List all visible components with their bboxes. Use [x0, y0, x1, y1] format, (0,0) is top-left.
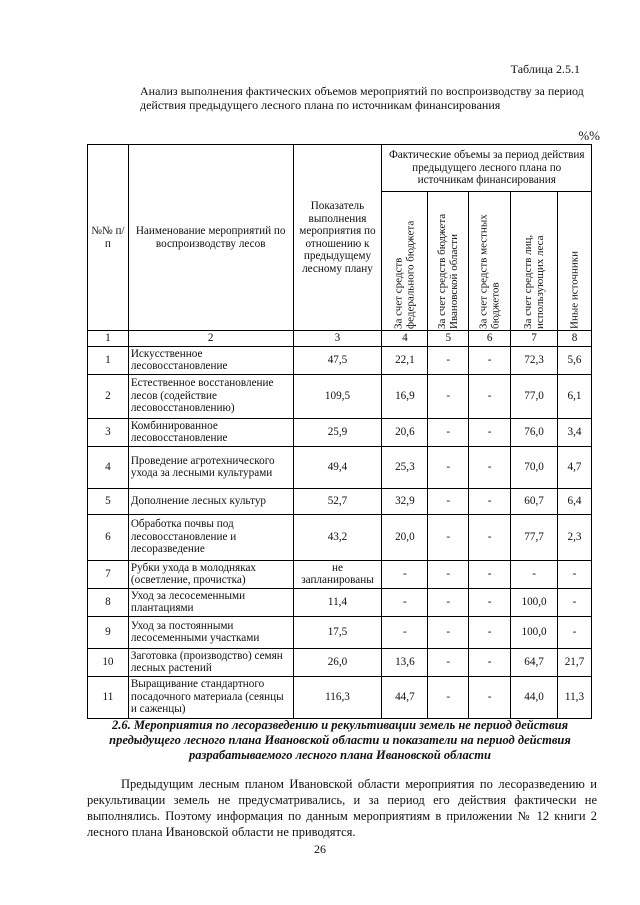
table-row — [88, 514, 592, 560]
row-name: Уход за постоянными лесосеменными участками — [128, 616, 293, 648]
row-indicator: 17,5 — [293, 616, 382, 648]
row-value: 16,9 — [382, 374, 428, 418]
units-label: %% — [578, 128, 600, 143]
column-number: 8 — [558, 331, 592, 347]
row-value: - — [469, 374, 511, 418]
row-value: 4,7 — [558, 446, 592, 488]
row-name: Обработка почвы под лесовосстановление и лесоразведение — [128, 514, 293, 560]
row-value: 72,3 — [511, 346, 558, 374]
row-value: 21,7 — [558, 648, 592, 676]
header-source-users: За счет средств лиц, использующих леса — [511, 192, 558, 331]
row-indicator: 52,7 — [293, 488, 382, 514]
table-body — [88, 346, 592, 718]
row-value: - — [428, 616, 469, 648]
header-source-other: Иные источники — [558, 192, 592, 331]
row-indicator: 109,5 — [293, 374, 382, 418]
row-value: - — [428, 418, 469, 446]
row-indicator: 26,0 — [293, 648, 382, 676]
row-value: - — [428, 446, 469, 488]
row-indicator: 25,9 — [293, 418, 382, 446]
row-value: - — [469, 676, 511, 718]
row-value: - — [428, 676, 469, 718]
header-name: Наименование мероприятий по воспроизводству лесов — [128, 145, 293, 331]
row-value: - — [428, 588, 469, 616]
financing-table — [87, 144, 592, 719]
row-indicator: 47,5 — [293, 346, 382, 374]
row-value: - — [558, 616, 592, 648]
column-number: 1 — [88, 331, 129, 347]
row-number: 4 — [88, 446, 129, 488]
row-value: 2,3 — [558, 514, 592, 560]
header-num: №№ п/п — [88, 145, 129, 331]
row-value: 3,4 — [558, 418, 592, 446]
row-value: - — [428, 374, 469, 418]
column-number: 6 — [469, 331, 511, 347]
table-row — [88, 346, 592, 374]
row-value: - — [469, 588, 511, 616]
row-name: Выращивание стандартного посадочного материала (сеянцы и саженцы) — [128, 676, 293, 718]
row-value: 20,0 — [382, 514, 428, 560]
row-value: - — [558, 560, 592, 588]
table-caption: Таблица 2.5.1 — [510, 62, 580, 76]
row-value: 13,6 — [382, 648, 428, 676]
row-value: - — [469, 346, 511, 374]
row-number: 11 — [88, 676, 129, 718]
column-number: 5 — [428, 331, 469, 347]
row-value: 60,7 — [511, 488, 558, 514]
table-row — [88, 560, 592, 588]
table-header — [88, 145, 592, 347]
table-row — [88, 616, 592, 648]
row-value: - — [382, 588, 428, 616]
table-row — [88, 418, 592, 446]
row-number: 3 — [88, 418, 129, 446]
header-group: Фактические объемы за период действия предыдущего лесного плана по источникам финансирования — [382, 145, 592, 192]
row-value: - — [469, 616, 511, 648]
row-value: - — [428, 488, 469, 514]
header-source-regional: За счет средств бюджета Ивановской области — [428, 192, 469, 331]
column-number: 7 — [511, 331, 558, 347]
table-row — [88, 676, 592, 718]
row-indicator: 11,4 — [293, 588, 382, 616]
row-value: - — [469, 514, 511, 560]
column-numbers-row — [88, 331, 592, 347]
row-value: - — [558, 588, 592, 616]
row-name: Проведение агротехнического ухода за лесными культурами — [128, 446, 293, 488]
row-number: 1 — [88, 346, 129, 374]
row-name: Рубки ухода в молодняках (осветление, прочистка) — [128, 560, 293, 588]
row-name: Искусственное лесовосстановление — [128, 346, 293, 374]
row-value: 25,3 — [382, 446, 428, 488]
row-value: - — [428, 648, 469, 676]
row-value: - — [428, 560, 469, 588]
row-value: 64,7 — [511, 648, 558, 676]
row-value: - — [469, 446, 511, 488]
body-paragraph — [87, 776, 597, 840]
row-number: 8 — [88, 588, 129, 616]
row-value: 100,0 — [511, 616, 558, 648]
row-value: 76,0 — [511, 418, 558, 446]
row-value: 44,7 — [382, 676, 428, 718]
row-indicator: не запланированы — [293, 560, 382, 588]
column-number: 3 — [293, 331, 382, 347]
row-value: - — [511, 560, 558, 588]
row-value: 32,9 — [382, 488, 428, 514]
row-value: - — [469, 418, 511, 446]
column-number: 4 — [382, 331, 428, 347]
row-value: 100,0 — [511, 588, 558, 616]
header-source-federal: За счет средств федерального бюджета — [382, 192, 428, 331]
header-indicator: Показатель выполнения мероприятия по отношению к предыдущему лесному плану — [293, 145, 382, 331]
row-value: 44,0 — [511, 676, 558, 718]
page-number: 26 — [314, 842, 326, 856]
row-value: - — [428, 346, 469, 374]
row-value: 20,6 — [382, 418, 428, 446]
row-name: Естественное восстановление лесов (содействие лесовосстановлению) — [128, 374, 293, 418]
row-name: Дополнение лесных культур — [128, 488, 293, 514]
row-value: 77,0 — [511, 374, 558, 418]
table-heading: Анализ выполнения фактических объемов мероприятий по воспроизводству за период действия предыдущего лесного плана по источникам финансирования — [140, 84, 584, 112]
row-value: 6,4 — [558, 488, 592, 514]
row-value: 77,7 — [511, 514, 558, 560]
row-value: - — [469, 648, 511, 676]
row-name: Уход за лесосеменными плантациями — [128, 588, 293, 616]
header-source-local: За счет средств местных бюджетов — [469, 192, 511, 331]
table-row — [88, 446, 592, 488]
row-value: 6,1 — [558, 374, 592, 418]
row-value: - — [382, 560, 428, 588]
row-name: Заготовка (производство) семян лесных растений — [128, 648, 293, 676]
row-value: - — [382, 616, 428, 648]
row-number: 5 — [88, 488, 129, 514]
row-value: 11,3 — [558, 676, 592, 718]
row-number: 2 — [88, 374, 129, 418]
table-row — [88, 488, 592, 514]
row-value: - — [469, 560, 511, 588]
table-row — [88, 374, 592, 418]
row-indicator: 49,4 — [293, 446, 382, 488]
row-number: 7 — [88, 560, 129, 588]
column-number: 2 — [128, 331, 293, 347]
row-value: - — [469, 488, 511, 514]
table-row — [88, 588, 592, 616]
row-value: - — [428, 514, 469, 560]
row-number: 6 — [88, 514, 129, 560]
row-name: Комбинированное лесовосстановление — [128, 418, 293, 446]
row-indicator: 116,3 — [293, 676, 382, 718]
row-value: 70,0 — [511, 446, 558, 488]
section-title: 2.6. Мероприятия по лесоразведению и рекультивации земель не период действия предыдущего лесного плана Ивановской области и показатели на период действия разрабатываемого лесного плана Ивановской области — [109, 718, 571, 762]
paragraph-text: Предыдущим лесным планом Ивановской области мероприятия по лесоразведению и рекультивации земель не предусматривались, и за период его действия фактически не выполнялись. Поэтому информация по данным мероприятиям в приложении № 12 книги 2 лесного плана Ивановской области не приводятся. — [87, 777, 597, 839]
row-number: 9 — [88, 616, 129, 648]
table-row — [88, 648, 592, 676]
row-value: 5,6 — [558, 346, 592, 374]
row-indicator: 43,2 — [293, 514, 382, 560]
row-value: 22,1 — [382, 346, 428, 374]
row-number: 10 — [88, 648, 129, 676]
